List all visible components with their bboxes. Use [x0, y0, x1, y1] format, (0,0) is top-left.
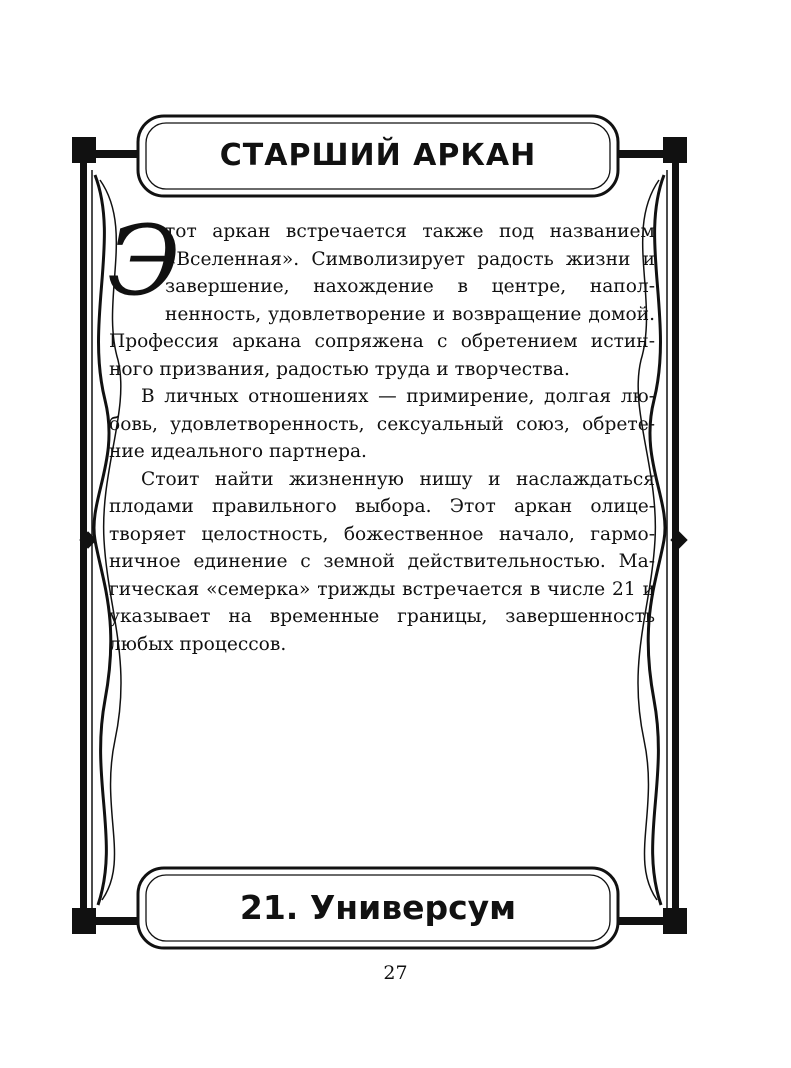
paragraph-3: Стоит найти жизненную нишу и наслаждаться плодами правильного выбора. Этот аркан олицетворяет целостность, божественное начало, гармоничное единение с земной действительностью. Магическая «семерка» трижды встречается в числе 21 и указывает на временные границы, завершенность любых процессов. — [109, 468, 655, 655]
drop-cap: Э — [107, 205, 181, 317]
chapter-heading: СТАРШИЙ АРКАН — [219, 137, 537, 173]
page-number: 27 — [383, 962, 408, 984]
footer-cartouche — [142, 870, 614, 944]
paragraph-1 — [107, 205, 655, 383]
paragraph-2: В личных отношениях — примирение, долгая любовь, удовлетворенность, сексуальный союз, обретение идеального партнера. — [109, 386, 655, 462]
header-cartouche — [142, 118, 614, 192]
paragraph-1-text: тот аркан встречается также под названием «Вселенная». Символизирует радость жизни и завершение, нахождение в центре, наполненность, удовлетворение и возвращение домой. Профессия аркана сопряжена с обретением истинного призвания, радостью труда и творчества. — [109, 221, 655, 380]
body-text — [107, 205, 655, 658]
arcana-title: 21. Универсум — [239, 887, 517, 927]
